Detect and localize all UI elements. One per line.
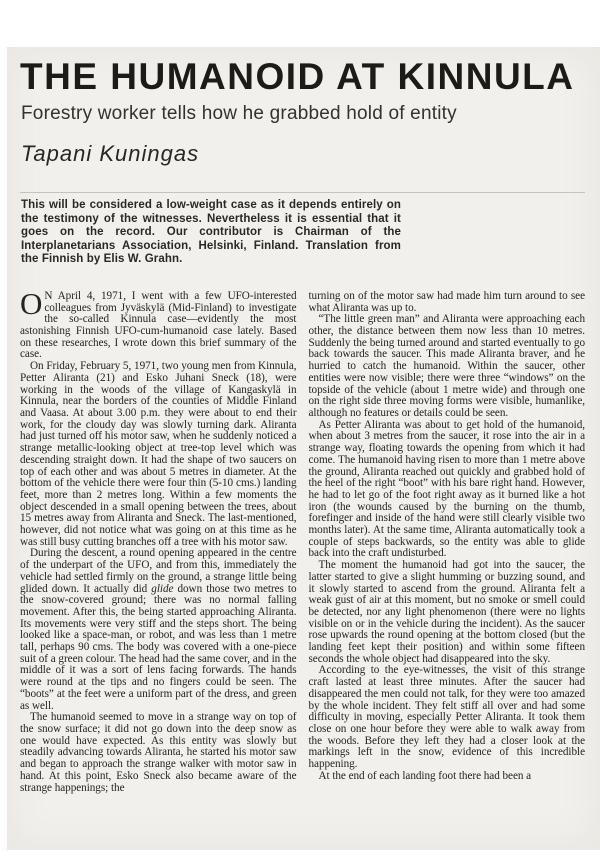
article-byline: Tapani Kuningas: [21, 141, 200, 166]
standfirst-divider: [20, 192, 585, 193]
paragraph: [20, 548, 297, 712]
paragraph: According to the eye-witnesses, the visit of this strange craft lasted at least three minutes. After the saucer had disappeared the men could not talk, for they were too amazed by the whole incident. They felt stiff all over and had some difficulty in moving, especially Petter Aliranta. It took them close on one hour before they were able to walk away from the woods. Before they left they had a closer look at the markings left in the snow, evidence of this incredible happening.: [308, 664, 585, 771]
article-standfirst: This will be considered a low-weight case as it depends entirely on the testimony of the witnesses. Nevertheless it is essential that it goes on the record. Our contributor is Chairman of the Interplanetarians Association, Helsinki, Finland. Translation from the Finnish by Elis W. Grahn.: [21, 199, 401, 266]
article-body: [20, 291, 585, 851]
paragraph-text: During the descent, a round opening appeared in the centre of the underpart of the UFO, and from this, immediately the vehicle had settled firmly on the ground, a strange little being glided down. It actually did: [20, 547, 297, 595]
column-left: [20, 291, 297, 851]
paragraph: The moment the humanoid had got into the saucer, the latter started to give a slight humming or buzzing sound, and it slowly started to ascend from the ground. Aliranta felt a weak gust of air at this moment, but no smoke or smell could be detected, nor any light phenomenon (there were no lights visible on or in the vehicle during the incident). As the saucer rose upwards the round opening at the bottom closed (but the landing feet kept their position) and within some fifteen seconds the whole object had disappeared into the sky.: [308, 559, 585, 665]
paragraph: As Petter Aliranta was about to get hold of the humanoid, when about 3 metres from the saucer, it rose into the air in a strange way, floating towards the opening from which it had come. The humanoid having risen to more than 1 metre above the ground, Aliranta reached out quickly and grabbed hold of the heel of the right “boot” with his bare right hand. However, he had to let go of the foot right away as it burned like a hot iron (the wounds caused by the burning on the thumb, forefinger and inside of the hand were still clearly visible two months later). At the same time, Aliranta automatically took a couple of steps backwards, so the entity was able to glide back into the craft undisturbed.: [308, 418, 585, 560]
drop-cap: O: [20, 290, 43, 321]
article-title: THE HUMANOID AT KINNULA: [20, 56, 575, 97]
paragraph: The humanoid seemed to move in a strange way on top of the snow surface; it did not go down into the deep snow as one would have expected. As this entity was slowly but steadily advancing towards Aliranta, he started his motor saw and began to approach the strange walker with motor saw in hand. At this point, Esko Sneck also became aware of the strange happenings; the: [20, 711, 297, 794]
column-right: [309, 291, 586, 851]
magazine-page: [7, 47, 600, 850]
paragraph-text: N April 4, 1971, I went with a few UFO-interested colleagues from Jyväskylä (Mid-Finland) to investigate the so-called Kinnula case—evidently the most astonishing Finnish UFO-cum-humanoid case lately. Based on these researches, I wrote down this brief summary of the case.: [20, 290, 297, 361]
paragraph: [20, 291, 297, 361]
article-subtitle: Forestry worker tells how he grabbed hold of entity: [21, 103, 457, 124]
emphasized-word: glide: [151, 582, 174, 595]
paragraph-text: down those two metres to the snow-covered ground; there was no normal falling movement. After this, the being started approaching Aliranta. Its movements were very stiff and the steps short. The being looked like a space-man, or robot, and was less than 1 metre tall, perhaps 90 cms. The body was covered with a one-piece suit of a green colour. The head had the same cover, and in the middle of it was a sort of lens facing forwards. The hands were round at the tips and no fingers could be seen. The “boots” at the feet were a uniform part of the dress, and green as well.: [20, 582, 297, 712]
paragraph: “The little green man” and Aliranta were approaching each other, the distance between them now less than 10 metres. Suddenly the being turned around and started eventually to go back towards the saucer. This made Aliranta braver, and he hurried to catch the humanoid. Within the saucer, other entities were now visible; there were three “windows” on the topside of the vehicle (about 1 metre wide) and through one on the right side three moving forms were visible, humanlike, although no features or details could be seen.: [308, 313, 585, 419]
paragraph: On Friday, February 5, 1971, two young men from Kinnula, Petter Aliranta (21) and Esko Juhani Sneck (18), were working in the woods of the village of Kangaskylä in Kinnula, near the borders of the counties of Middle Finland and Vaasa. At about 3.00 p.m. they were about to end their work, for the cloudy day was slowly turning dark. Aliranta had just turned off his motor saw, when he suddenly noticed a strange metallic-looking object at tree-top level which was descending straight down. It had the shape of two saucers on top of each other and was about 5 metres in diameter. At the bottom of the vehicle there were four thin (5-10 cms.) landing feet, more than 2 metres long. Within a few moments the object descended in a small opening between the trees, about 15 metres away from Aliranta and Sneck. The last-mentioned, however, did not notice what was going on at this time as he was still busy cutting branches off a tree with his motor saw.: [20, 360, 297, 548]
paragraph: At the end of each landing foot there had been a: [318, 769, 532, 782]
paragraph: turning on of the motor saw had made him turn around to see what Aliranta was up to.: [308, 290, 585, 314]
